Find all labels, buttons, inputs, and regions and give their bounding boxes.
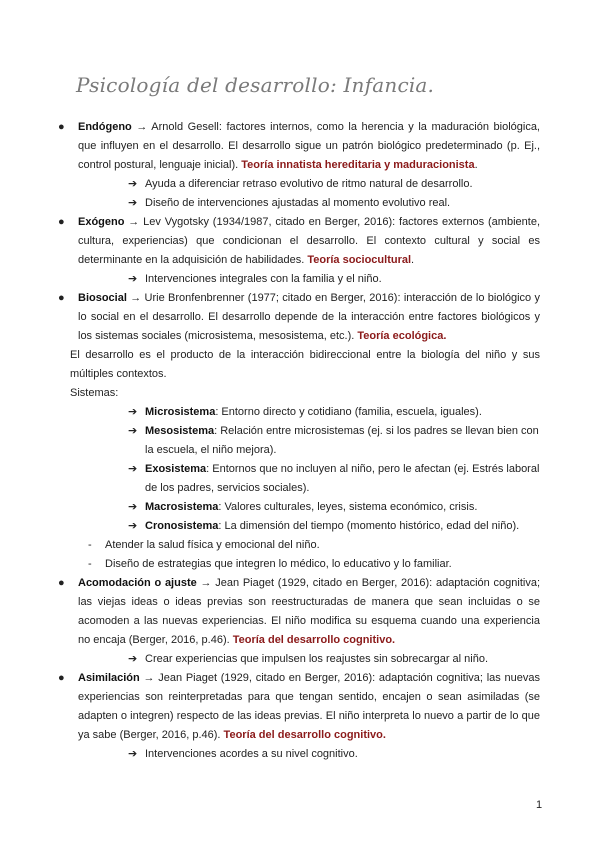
list-item: [128, 194, 540, 213]
term-asimilacion: Asimilación: [78, 672, 140, 684]
system-item-exo: [128, 460, 540, 498]
acomodacion-text: → Jean Piaget (1929, citado en Berger, 2016): adaptación cognitiva; las viejas ideas o ideas previas son reestructuradas de manera que sean incluidas o se acomoden a las nuevas experiencias. El niño modifica su esquema cuando una experiencia no encaja (Berger, 2016, p.46).: [78, 577, 540, 646]
biosocial-paragraph: [78, 289, 540, 346]
item-text: Diseño de intervenciones ajustadas al momento evolutivo real.: [145, 197, 451, 209]
system-term: Microsistema: [145, 406, 216, 418]
term-exogeno: Exógeno: [78, 216, 125, 228]
arrow-icon: ➔: [128, 520, 138, 532]
arrow-icon: ➔: [128, 653, 138, 665]
system-item-crono: [128, 517, 540, 536]
item-text: Intervenciones integrales con la familia y el niño.: [145, 273, 382, 285]
list-item-endogeno: [0, 118, 600, 175]
system-text: : Entornos que no incluyen al niño, pero le afectan (ej. Estrés laboral de los padres, servicios sociales).: [145, 463, 540, 494]
list-item: [128, 650, 540, 669]
item-text: Atender la salud física y emocional del niño.: [105, 539, 320, 551]
acomodacion-paragraph: [78, 574, 540, 650]
theory-asimilacion: Teoría del desarrollo cognitivo.: [223, 729, 386, 741]
arrow-icon: ➔: [128, 463, 138, 475]
system-item-meso: [128, 422, 540, 460]
dash-item: [88, 555, 535, 574]
exogeno-text: → Lev Vygotsky (1934/1987, citado en Berger, 2016): factores externos (ambiente, cultura, experiencias) que condicionan el desarrollo. El contexto cultural y social es determinante en la adquisición de habilidades.: [78, 216, 540, 266]
item-text: Diseño de estrategias que integren lo médico, lo educativo y lo familiar.: [105, 558, 452, 570]
item-text: Intervenciones acordes a su nivel cognitivo.: [145, 748, 358, 760]
dash-item: [88, 536, 535, 555]
dash-icon: -: [88, 558, 92, 570]
system-item-micro: [128, 403, 540, 422]
biosocial-text: → Urie Bronfenbrenner (1977; citado en Berger, 2016): interacción de lo biológico y lo social en el desarrollo. El desarrollo depende de la interacción entre factores biológicos y los sistemas sociales (microsistema, mesosistema, etc.).: [78, 292, 540, 342]
bullet-icon: ●: [58, 292, 65, 304]
theory-exogeno: Teoría sociocultural: [307, 254, 412, 266]
list-item: [128, 745, 540, 764]
document-body: [0, 118, 600, 764]
arrow-icon: ➔: [128, 501, 138, 513]
arrow-icon: ➔: [128, 178, 138, 190]
list-item-acomodacion: [0, 574, 600, 650]
exogeno-end: .: [411, 254, 415, 266]
term-endogeno: Endógeno: [78, 121, 132, 133]
endogeno-paragraph: [78, 118, 540, 175]
list-item-asimilacion: [0, 669, 600, 745]
system-text: : Valores culturales, leyes, sistema económico, crisis.: [218, 501, 478, 513]
theory-acomodacion: Teoría del desarrollo cognitivo.: [232, 634, 396, 646]
system-term: Exosistema: [145, 463, 207, 475]
theory-endogeno: Teoría innatista hereditaria y maduracionista: [241, 159, 475, 171]
arrow-icon: ➔: [128, 273, 138, 285]
item-text: Crear experiencias que impulsen los reajustes sin sobrecargar al niño.: [145, 653, 489, 665]
systems-label: Sistemas:: [70, 387, 119, 399]
arrow-icon: ➔: [128, 406, 138, 418]
page-title: Psicología del desarrollo: Infancia.: [76, 73, 435, 97]
biosocial-summary: El desarrollo es el producto de la interacción bidireccional entre la biología del niño y sus múltiples contextos.: [70, 349, 540, 380]
dash-icon: -: [88, 539, 92, 551]
term-acomodacion: Acomodación o ajuste: [78, 577, 197, 589]
asimilacion-text: → Jean Piaget (1929, citado en Berger, 2016): adaptación cognitiva; las nuevas experiencias son reinterpretadas para que tengan sentido, encajen o sean asimiladas (se adapten o integren) respecto de las ideas previas. El niño interpreta lo nuevo a partir de lo que ya sabe (Berger, 2016, p.46).: [78, 672, 540, 741]
theory-biosocial: Teoría ecológica.: [357, 330, 447, 342]
system-text: : La dimensión del tiempo (momento histórico, edad del niño).: [218, 520, 520, 532]
page-number: 1: [536, 799, 543, 811]
bullet-icon: ●: [58, 672, 65, 684]
list-item-biosocial: [0, 289, 600, 346]
list-item: [128, 175, 540, 194]
term-biosocial: Biosocial: [78, 292, 127, 304]
exogeno-paragraph: [78, 213, 540, 270]
list-item: [128, 270, 540, 289]
arrow-icon: ➔: [128, 197, 138, 209]
system-term: Mesosistema: [145, 425, 215, 437]
system-term: Macrosistema: [145, 501, 219, 513]
arrow-icon: ➔: [128, 425, 138, 437]
system-item-macro: [128, 498, 540, 517]
system-text: : Relación entre microsistemas (ej. si los padres se llevan bien con la escuela, el niño mejora).: [145, 425, 539, 456]
bullet-icon: ●: [58, 121, 65, 133]
list-item-exogeno: [0, 213, 600, 270]
endogeno-text: → Arnold Gesell: factores internos, como la herencia y la maduración biológica, que influyen en el desarrollo. El desarrollo sigue un patrón biológico predeterminado (p. Ej., control postural, lenguaje inicial).: [78, 121, 540, 171]
arrow-icon: ➔: [128, 748, 138, 760]
system-term: Cronosistema: [145, 520, 219, 532]
bullet-icon: ●: [58, 577, 65, 589]
endogeno-end: .: [474, 159, 478, 171]
bullet-icon: ●: [58, 216, 65, 228]
asimilacion-paragraph: [78, 669, 540, 745]
item-text: Ayuda a diferenciar retraso evolutivo de ritmo natural de desarrollo.: [145, 178, 473, 190]
system-text: : Entorno directo y cotidiano (familia, escuela, iguales).: [215, 406, 482, 418]
